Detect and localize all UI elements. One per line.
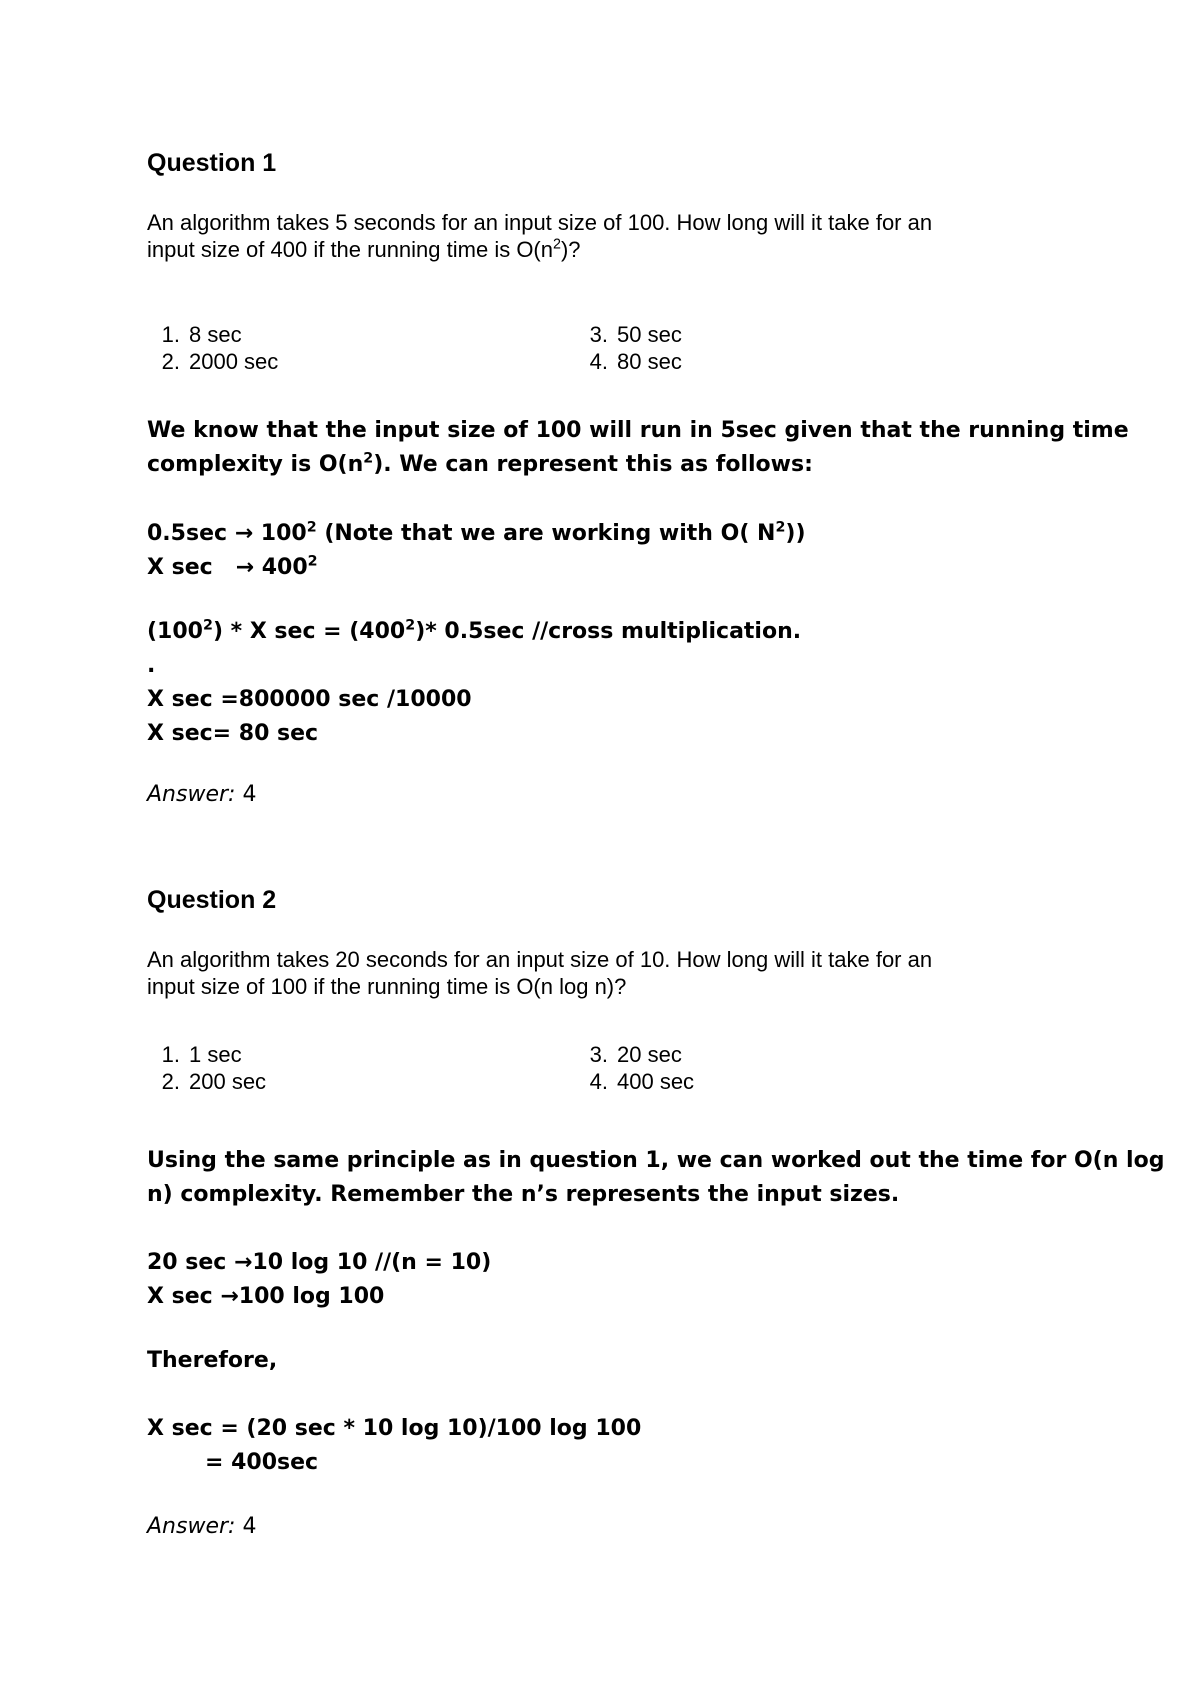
option-number: 2. (161, 1069, 180, 1094)
option-number: 4. (589, 1069, 608, 1094)
question-2-option-2 (147, 1068, 266, 1095)
option-text: 20 sec (617, 1042, 682, 1067)
question-2-explanation (147, 1144, 1165, 1212)
explanation-line-1: We know that the input size of 100 will run in 5sec given that the running time (147, 418, 1129, 443)
prompt-text: )? (560, 237, 581, 262)
question-1-dot: . (147, 653, 156, 678)
question-2-therefore: Therefore, (147, 1348, 278, 1373)
mapping-text: (Note that we are working with O( N (316, 521, 776, 546)
calculation-line-2: X sec= 80 sec (147, 721, 319, 746)
option-text: 1 sec (189, 1042, 242, 1067)
question-1-prompt-line-2 (147, 237, 581, 262)
superscript: 2 (307, 553, 318, 570)
question-1-option-2 (147, 348, 278, 375)
explanation-line-2: n) complexity. Remember the n’s represents the input sizes. (147, 1182, 900, 1207)
explanation-line-2 (147, 452, 813, 477)
mapping-line-1: 20 sec →10 log 10 //(n = 10) (147, 1250, 492, 1275)
option-number: 1. (161, 322, 180, 347)
answer-label: Answer: (147, 782, 236, 807)
mapping-text: )) (785, 521, 806, 546)
mapping-line-2 (147, 555, 318, 580)
explanation-line-1: Using the same principle as in question 1, we can worked out the time for O(n log (147, 1148, 1165, 1173)
explanation-text: complexity is O(n (147, 452, 364, 477)
superscript: 2 (363, 450, 374, 467)
answer-value: 4 (235, 782, 257, 807)
cross-text: (100 (147, 619, 203, 644)
answer-value: 4 (235, 1514, 257, 1539)
question-1-option-3 (575, 321, 682, 348)
superscript: 2 (775, 519, 786, 536)
question-2-title: Question 2 (147, 886, 277, 914)
option-text: 2000 sec (189, 349, 279, 374)
question-1-calculation (147, 683, 1077, 751)
option-number: 1. (161, 1042, 180, 1067)
question-1-explanation (147, 414, 1129, 482)
question-2-calculation-line-1: X sec = (20 sec * 10 log 10)/100 log 100 (147, 1416, 642, 1441)
option-text: 400 sec (617, 1069, 695, 1094)
mapping-line-1 (147, 521, 806, 546)
question-1-option-4 (575, 348, 682, 375)
question-1-answer (147, 780, 256, 810)
superscript: 2 (306, 519, 317, 536)
cross-text: )* 0.5sec //cross multiplication. (415, 619, 802, 644)
question-2-calculation-line-2: = 400sec (205, 1450, 319, 1475)
question-1-mapping (147, 517, 1077, 585)
option-text: 50 sec (617, 322, 682, 347)
option-text: 80 sec (617, 349, 682, 374)
cross-text: ) * X sec = (400 (212, 619, 406, 644)
calculation-line-1: X sec =800000 sec /10000 (147, 687, 472, 712)
prompt-text: input size of 400 if the running time is O(n (147, 237, 553, 262)
mapping-line-2: X sec →100 log 100 (147, 1284, 385, 1309)
answer-label: Answer: (147, 1514, 236, 1539)
option-text: 8 sec (189, 322, 242, 347)
question-2-answer (147, 1512, 256, 1542)
question-2-prompt-line-1: An algorithm takes 20 seconds for an input size of 10. How long will it take for an (147, 947, 933, 972)
explanation-text: ). We can represent this as follows: (373, 452, 813, 477)
option-number: 4. (589, 349, 608, 374)
question-2-prompt-line-2: input size of 100 if the running time is O(n log n)? (147, 974, 627, 999)
option-number: 3. (589, 322, 608, 347)
question-2-prompt (147, 946, 1067, 1000)
option-number: 2. (161, 349, 180, 374)
superscript: 2 (202, 617, 213, 634)
question-1-title: Question 1 (147, 149, 277, 177)
superscript: 2 (553, 236, 561, 253)
question-2-option-1 (147, 1041, 242, 1068)
question-2-option-4 (575, 1068, 694, 1095)
question-1-prompt-line-1: An algorithm takes 5 seconds for an input size of 100. How long will it take for an (147, 210, 933, 235)
option-number: 3. (589, 1042, 608, 1067)
question-1-option-1 (147, 321, 242, 348)
question-2-option-3 (575, 1041, 682, 1068)
question-1-prompt (147, 209, 1067, 263)
mapping-text: X sec → 400 (147, 555, 308, 580)
superscript: 2 (405, 617, 416, 634)
question-1-cross-multiplication (147, 615, 1077, 649)
question-2-mapping (147, 1246, 1077, 1314)
mapping-text: 0.5sec → 100 (147, 521, 307, 546)
option-text: 200 sec (189, 1069, 267, 1094)
